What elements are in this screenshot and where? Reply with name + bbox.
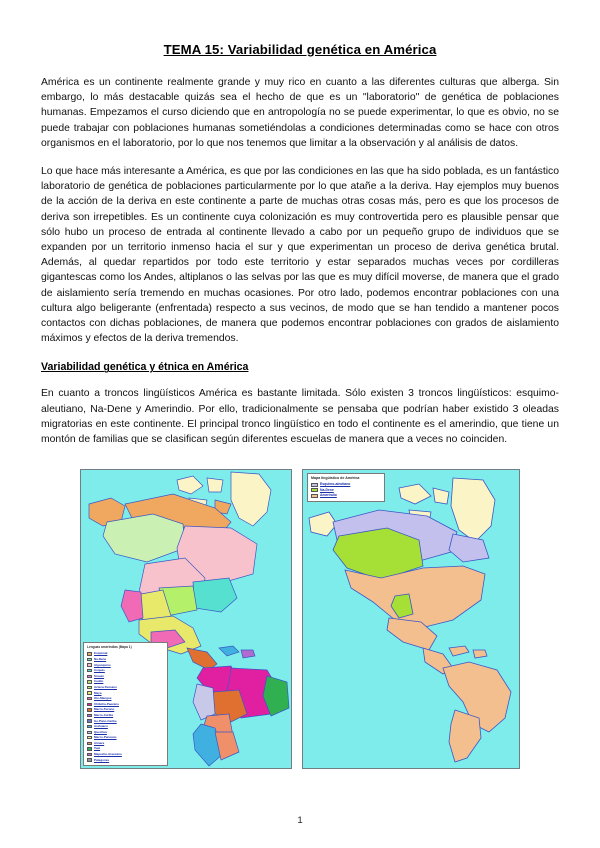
legend-color-swatch — [87, 747, 92, 750]
legend-item-label: Algonquino — [94, 662, 111, 667]
legend-item-label: Caddo — [94, 679, 104, 684]
legend-item-label: Na-Dene — [94, 656, 107, 661]
legend-title: Mapa lingüístico de América — [311, 476, 360, 481]
legend-color-swatch — [87, 686, 92, 689]
legend-color-swatch — [87, 663, 92, 666]
legend-item-label: Mapuche-Araucano — [94, 752, 122, 757]
legend-item — [87, 730, 164, 735]
paragraph-2: Lo que hace más interesante a América, es que por las condiciones en las que ha sido poblada, es un fantástico laboratorio de genética de poblaciones particularmente por lo que atañe a la deriva. Hay ejemplos muy buenos de la acción de la deriva en este continente a parte de muchas otras cosas más, pero es que los procesos de deriva son irrepetibles. Es un continente cuya colonización es muy controvertida pero es plausible pensar que sólo hubo un proceso de entrada al continente llevado a cabo por un pequeño grupo de individuos que se expanden por un territorio inmenso hacia el sur y que experimentan un proceso de deriva genética brutal. Además, al quedar repartidos por todo este territorio y estar separados muchas veces por cordilleras gigantescas como los Andes, altiplanos o las selvas por las que es muy difícil moverse, de manera que el grado de aislamiento sería tremendo en muchas ocasiones. Por otro lado, podemos encontrar poblaciones con una cultura algo beligerante (enfrentada) respecto a sus vecinos, de modo que se han tendido a mantener pocos contactos con dichas poblaciones, de manera que podemos encontrar poblaciones con grados de aislamiento máximos y efectos de la deriva tremendos. — [41, 166, 559, 345]
legend-item-label: Tupi — [94, 746, 101, 751]
legend-item-label: Macro-Panoano — [94, 735, 117, 740]
legend-item-label: Macro-Caribe — [94, 712, 114, 717]
legend-item-label: Na-Dene — [320, 487, 334, 492]
figure-row — [41, 469, 559, 769]
legend-item — [87, 735, 164, 740]
legend-item-label: Maya — [94, 690, 102, 695]
legend-color-swatch — [87, 691, 92, 694]
paragraph-1: América es un continente realmente grande y muy rico en cuanto a las diferentes culturas que alberga. Sin embargo, lo más destacable quizás sea el hecho de que es un "laboratorio" de genética de poblaciones humanas. Empezamos el curso diciendo que en antropología no se puede experimentar, lo que es obvio, no se puede trabajar con poblaciones humanas sometiéndolas a condiciones determinadas como se hace con otros organismos en el laboratorio, por lo que nos tenemos que limitar a la observación y al análisis de datos. — [41, 77, 559, 149]
page-number: 1 — [297, 815, 303, 826]
map-right-legend — [307, 473, 385, 502]
legend-items — [311, 482, 381, 498]
legend-item-label: Ge-Pano-Caribe — [94, 718, 117, 723]
legend-color-swatch — [87, 742, 92, 745]
map-lenguas-amerindias — [80, 469, 292, 769]
legend-item — [87, 685, 164, 690]
legend-item — [87, 758, 164, 763]
legend-item-label: Iroqués — [94, 668, 105, 673]
legend-title: Lenguas amerindias (Mapa 1) — [87, 645, 132, 650]
legend-item — [87, 746, 164, 751]
legend-item-label: Quechua — [94, 729, 107, 734]
legend-items — [87, 651, 164, 762]
legend-item — [87, 657, 164, 662]
legend-item — [87, 741, 164, 746]
legend-item — [87, 679, 164, 684]
paragraph-3: En cuanto a troncos lingüísticos América es bastante limitada. Sólo existen 3 troncos lingüísticos: esquimo-aleutiano, Na-Dene y Amerindio. Por ello, tradicionalmente se pensaba que podrían haber existido 3 oleadas migratorias en este continente. El principal tronco lingüístico en todo el continente es el amerindio, que tiene un montón de familias que se clasifican según diferentes escuelas de manera que a veces no coinciden. — [41, 388, 559, 446]
legend-color-swatch — [87, 703, 92, 706]
legend-item — [87, 752, 164, 757]
legend-item — [87, 651, 164, 656]
legend-color-swatch — [311, 494, 318, 498]
legend-item — [87, 702, 164, 707]
legend-item — [87, 696, 164, 701]
legend-color-swatch — [87, 714, 92, 717]
legend-item — [87, 668, 164, 673]
legend-color-swatch — [311, 488, 318, 492]
legend-item — [87, 663, 164, 668]
legend-color-swatch — [87, 680, 92, 683]
legend-color-swatch — [87, 731, 92, 734]
legend-item — [311, 493, 381, 498]
legend-color-swatch — [87, 675, 92, 678]
legend-item — [311, 482, 381, 487]
legend-color-swatch — [87, 736, 92, 739]
legend-color-swatch — [87, 708, 92, 711]
legend-item — [87, 713, 164, 718]
section-subheading: Variabilidad genética y étnica en América — [41, 361, 249, 374]
legend-color-swatch — [87, 758, 92, 761]
legend-color-swatch — [87, 658, 92, 661]
map-linguistico-de-america — [302, 469, 520, 769]
legend-item-label: Esquimo-aleutiano — [320, 482, 351, 487]
legend-item — [87, 719, 164, 724]
legend-color-swatch — [87, 725, 92, 728]
legend-item-label: Patagones — [94, 757, 110, 762]
legend-item-label: Arahuaco — [94, 724, 108, 729]
map-left-legend — [83, 642, 168, 766]
page-title: TEMA 15: Variabilidad genética en América — [163, 42, 437, 57]
legend-color-swatch — [87, 719, 92, 722]
legend-item-label: Amerindio — [320, 493, 337, 498]
legend-item — [87, 691, 164, 696]
legend-item-label: Chibcha-Paezano — [94, 701, 120, 706]
legend-item-label: Azteca-Tanoano — [94, 684, 117, 689]
legend-item — [311, 488, 381, 493]
legend-color-swatch — [87, 753, 92, 756]
map-right-graphic — [303, 470, 520, 769]
legend-item-label: Aimara — [94, 740, 105, 745]
legend-item-label: Esquimal — [94, 651, 108, 656]
legend-item — [87, 674, 164, 679]
legend-color-swatch — [311, 483, 318, 487]
legend-color-swatch — [87, 652, 92, 655]
legend-item-label: Siouan — [94, 673, 105, 678]
legend-item-label: Macro-Tucano — [94, 707, 115, 712]
legend-color-swatch — [87, 669, 92, 672]
legend-item-label: Oto-Mangue — [94, 696, 112, 701]
legend-item — [87, 707, 164, 712]
legend-item — [87, 724, 164, 729]
legend-color-swatch — [87, 697, 92, 700]
